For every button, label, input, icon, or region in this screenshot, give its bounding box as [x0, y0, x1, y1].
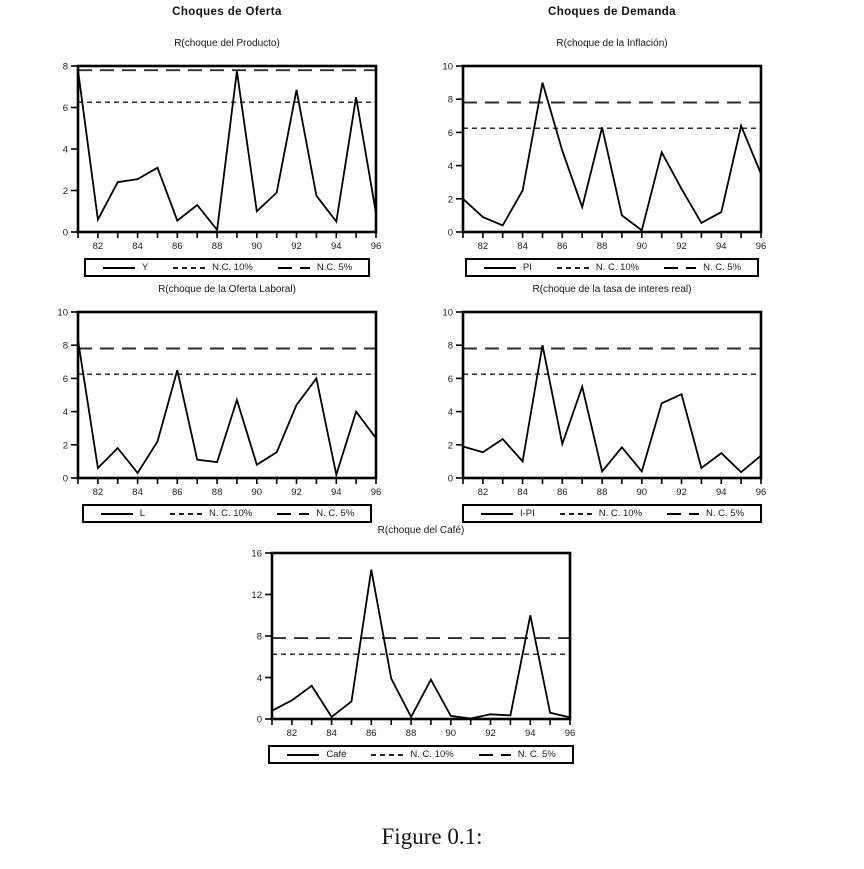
chart-legend	[84, 258, 370, 277]
chart-legend	[268, 745, 573, 764]
legend-label: N. C. 10%	[598, 508, 643, 519]
legend-row	[463, 504, 761, 523]
legend-item	[478, 749, 556, 760]
x-tick-label: 96	[755, 241, 767, 252]
chart-svg	[42, 302, 382, 504]
chart-svg	[427, 302, 767, 504]
x-tick-label: 94	[331, 487, 342, 498]
legend-line-sample	[277, 264, 311, 272]
y-tick-label: 6	[447, 127, 453, 139]
legend-label: N. C. 10%	[595, 262, 640, 273]
x-tick-label: 82	[286, 728, 298, 739]
y-tick-label: 16	[251, 548, 262, 560]
y-tick-label: 8	[447, 340, 453, 352]
legend-label: N.C. 5%	[316, 262, 353, 273]
legend-label: N. C. 5%	[706, 508, 745, 519]
x-tick-label: 90	[636, 241, 648, 252]
chart-svg	[236, 543, 576, 745]
chart-title: R(choque de la tasa de interes real)	[532, 284, 692, 295]
y-tick-label: 0	[447, 473, 453, 485]
y-tick-label: 4	[256, 673, 262, 684]
legend-line-sample	[370, 751, 404, 759]
x-tick-label: 90	[636, 487, 648, 498]
chart-svg	[42, 56, 382, 258]
legend-line-sample	[483, 264, 517, 272]
x-tick-label: 92	[291, 487, 302, 498]
legend-item	[172, 262, 253, 273]
legend-line-sample	[663, 264, 697, 272]
figure-caption: Figure 0.1:	[381, 824, 483, 849]
legend-label: N. C. 10%	[410, 749, 454, 760]
x-tick-label: 94	[525, 728, 536, 739]
chart-title: R(choque de la Inflación)	[556, 38, 668, 49]
x-tick-label: 94	[331, 241, 342, 252]
y-tick-label: 6	[62, 373, 68, 385]
x-tick-label: 88	[596, 487, 608, 498]
legend-row	[78, 504, 376, 523]
chart-legend	[82, 504, 373, 523]
y-tick-label: 8	[62, 340, 68, 352]
y-tick-label: 0	[447, 227, 453, 239]
y-tick-label: 12	[251, 590, 262, 601]
legend-line-sample	[286, 751, 320, 759]
x-tick-label: 96	[370, 241, 382, 252]
legend-item	[483, 262, 532, 273]
legend-row	[272, 745, 570, 764]
chart-plot-area	[42, 302, 382, 504]
legend-line-sample	[478, 751, 512, 759]
x-tick-label: 92	[676, 241, 687, 252]
legend-item	[480, 508, 535, 519]
chart-block-inflacion	[427, 38, 767, 277]
y-tick-label: 0	[256, 714, 262, 726]
column-title-demanda: Choques de Demanda	[548, 6, 676, 18]
legend-item	[286, 749, 346, 760]
y-tick-label: 6	[62, 103, 68, 114]
chart-title: R(choque de la Oferta Laboral)	[158, 284, 296, 295]
legend-row	[78, 258, 376, 277]
legend-item	[169, 508, 252, 519]
legend-label: N. C. 5%	[703, 262, 742, 273]
legend-item	[100, 508, 145, 519]
legend-line-sample	[480, 510, 514, 518]
y-tick-label: 10	[57, 307, 68, 319]
legend-label: N. C. 5%	[316, 508, 355, 519]
x-tick-label: 94	[716, 487, 727, 498]
series-line	[78, 70, 376, 230]
y-tick-label: 8	[256, 631, 262, 643]
legend-line-sample	[172, 264, 206, 272]
x-tick-label: 82	[92, 241, 104, 252]
x-tick-label: 84	[132, 487, 143, 498]
chart-plot-area	[42, 56, 382, 258]
legend-label: N. C. 5%	[517, 749, 556, 760]
y-tick-label: 6	[447, 373, 453, 385]
legend-item	[559, 508, 642, 519]
legend-line-sample	[102, 264, 136, 272]
x-tick-label: 92	[676, 487, 687, 498]
y-tick-label: 8	[447, 94, 453, 106]
legend-label: I-PI	[519, 508, 535, 519]
y-tick-label: 0	[62, 473, 68, 485]
x-tick-label: 84	[326, 728, 337, 739]
legend-line-sample	[559, 510, 593, 518]
chart-block-producto	[42, 38, 382, 277]
legend-label: PI	[522, 262, 532, 273]
legend-item	[556, 262, 639, 273]
y-tick-label: 10	[442, 61, 453, 73]
x-tick-label: 90	[445, 728, 457, 739]
x-tick-label: 92	[291, 241, 302, 252]
x-tick-label: 88	[211, 241, 223, 252]
legend-line-sample	[666, 510, 700, 518]
x-tick-label: 86	[557, 241, 568, 252]
chart-legend	[462, 504, 762, 523]
legend-label: L	[139, 508, 145, 519]
x-tick-label: 86	[366, 728, 377, 739]
legend-line-sample	[556, 264, 590, 272]
y-tick-label: 4	[447, 161, 453, 173]
legend-line-sample	[100, 510, 134, 518]
legend-item	[663, 262, 741, 273]
y-tick-label: 2	[62, 440, 68, 452]
x-tick-label: 90	[251, 241, 263, 252]
legend-item	[370, 749, 453, 760]
x-tick-label: 90	[251, 487, 263, 498]
chart-title: R(choque del Producto)	[174, 38, 280, 49]
y-tick-label: 4	[62, 407, 68, 419]
chart-block-tasa-interes	[427, 284, 767, 523]
legend-item	[276, 508, 354, 519]
plot-frame	[463, 312, 761, 478]
x-tick-label: 82	[92, 487, 104, 498]
x-tick-label: 84	[517, 241, 528, 252]
x-tick-label: 96	[370, 487, 382, 498]
x-tick-label: 94	[716, 241, 727, 252]
chart-svg	[427, 56, 767, 258]
column-title-oferta: Choques de Oferta	[172, 6, 282, 18]
series-line	[272, 570, 570, 719]
y-tick-label: 2	[447, 194, 453, 206]
legend-label: N.C. 10%	[212, 262, 253, 273]
x-tick-label: 84	[517, 487, 528, 498]
legend-label: Café	[326, 749, 347, 760]
chart-plot-area	[427, 56, 767, 258]
legend-item	[277, 262, 352, 273]
x-tick-label: 86	[557, 487, 568, 498]
x-tick-label: 88	[211, 487, 223, 498]
chart-plot-area	[427, 302, 767, 504]
x-tick-label: 92	[485, 728, 496, 739]
legend-item	[102, 262, 148, 273]
y-tick-label: 4	[62, 144, 68, 156]
x-tick-label: 96	[564, 728, 576, 739]
x-tick-label: 86	[172, 241, 183, 252]
chart-title: R(choque del Café)	[377, 525, 465, 536]
x-tick-label: 96	[755, 487, 767, 498]
chart-block-cafe	[236, 525, 576, 764]
series-line	[463, 345, 761, 472]
chart-legend	[465, 258, 759, 277]
y-tick-label: 4	[447, 407, 453, 419]
x-tick-label: 88	[596, 241, 608, 252]
y-tick-label: 2	[447, 440, 453, 452]
x-tick-label: 82	[477, 487, 489, 498]
series-line	[78, 340, 376, 475]
y-tick-label: 8	[62, 61, 68, 73]
plot-frame	[463, 66, 761, 232]
x-tick-label: 82	[477, 241, 489, 252]
legend-item	[666, 508, 744, 519]
legend-row	[463, 258, 761, 277]
y-tick-label: 2	[62, 186, 68, 197]
series-line	[463, 83, 761, 231]
legend-label: N. C. 10%	[208, 508, 253, 519]
x-tick-label: 86	[172, 487, 183, 498]
y-tick-label: 10	[442, 307, 453, 319]
chart-block-oferta-laboral	[42, 284, 382, 523]
x-tick-label: 84	[132, 241, 143, 252]
y-tick-label: 0	[62, 227, 68, 239]
x-tick-label: 88	[405, 728, 417, 739]
legend-line-sample	[276, 510, 310, 518]
legend-label: Y	[141, 262, 149, 273]
legend-line-sample	[169, 510, 203, 518]
chart-plot-area	[236, 543, 576, 745]
